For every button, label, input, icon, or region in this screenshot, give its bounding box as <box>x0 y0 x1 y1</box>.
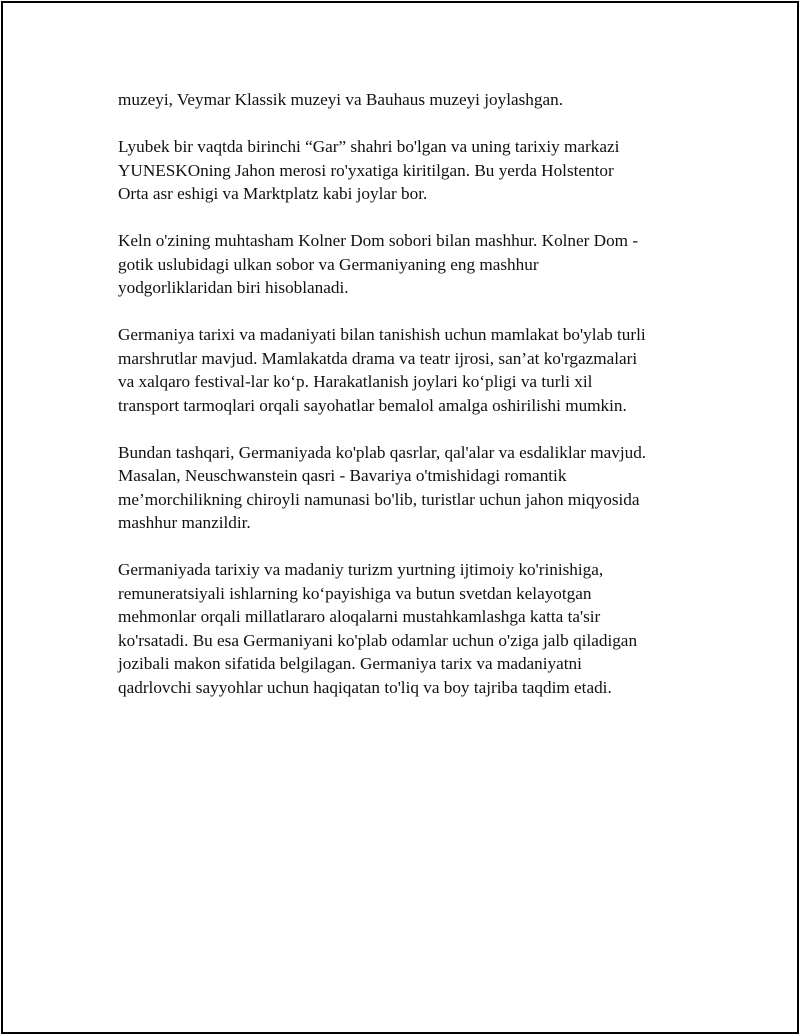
text-line: Lyubek bir vaqtda birinchi “Gar” shahri bo'lgan va uning tarixiy markazi <box>118 137 620 156</box>
paragraph-4 <box>118 323 718 417</box>
text-line: ko'rsatadi. Bu esa Germaniyani ko'plab odamlar uchun o'ziga jalb qiladigan <box>118 630 638 650</box>
text-line: Bundan tashqari, Germaniyada ko'plab qasrlar, qal'alar va esdaliklar mavjud. <box>118 442 647 462</box>
text-line: jozibali makon sifatida belgilagan. Germaniya tarix va madaniyatni <box>118 654 582 673</box>
text-line: va xalqaro festival-lar ko‘p. Harakatlanish joylari ko‘pligi va turli xil <box>118 372 593 391</box>
paragraph-6 <box>118 558 718 699</box>
text-line: YUNESKOning Jahon merosi ro'yxatiga kiritilgan. Bu yerda Holstentor <box>118 160 614 180</box>
text-line: transport tarmoqlari orqali sayohatlar bemalol amalga oshirilishi mumkin. <box>118 395 627 415</box>
text-line: yodgorliklaridan biri hisoblanadi. <box>118 278 349 297</box>
paragraph-2 <box>118 135 718 206</box>
text-line: qadrlovchi sayyohlar uchun haqiqatan to'liq va boy tajriba taqdim etadi. <box>118 677 612 697</box>
text-line: Orta asr eshigi va Marktplatz kabi joylar bor. <box>118 184 428 203</box>
paragraph-5 <box>118 441 718 535</box>
text-line: mashhur manzildir. <box>118 513 251 532</box>
text-line: Germaniyada tarixiy va madaniy turizm yurtning ijtimoiy ko'rinishiga, <box>118 560 604 579</box>
text-line: Germaniya tarixi va madaniyati bilan tanishish uchun mamlakat bo'ylab turli <box>118 325 646 344</box>
text-line: muzeyi, Veymar Klassik muzeyi va Bauhaus muzeyi joylashgan. <box>118 90 564 109</box>
text-line: mehmonlar orqali millatlararo aloqalarni mustahkamlashga katta ta'sir <box>118 607 601 626</box>
text-line: Masalan, Neuschwanstein qasri - Bavariya o'tmishidagi romantik <box>118 466 567 485</box>
text-line: marshrutlar mavjud. Mamlakatda drama va teatr ijrosi, san’at ko'rgazmalari <box>118 348 638 368</box>
text-line: gotik uslubidagi ulkan sobor va Germaniyaning eng mashhur <box>118 254 539 274</box>
text-line: me’morchilikning chiroyli namunasi bo'lib, turistlar uchun jahon miqyosida <box>118 489 640 509</box>
text-line: Keln o'zining muhtasham Kolner Dom sobori bilan mashhur. Kolner Dom - <box>118 231 639 250</box>
document-body <box>118 88 718 723</box>
paragraph-3 <box>118 229 718 300</box>
paragraph-1 <box>118 88 718 112</box>
text-line: remuneratsiyali ishlarning ko‘payishiga va butun svetdan kelayotgan <box>118 583 592 603</box>
